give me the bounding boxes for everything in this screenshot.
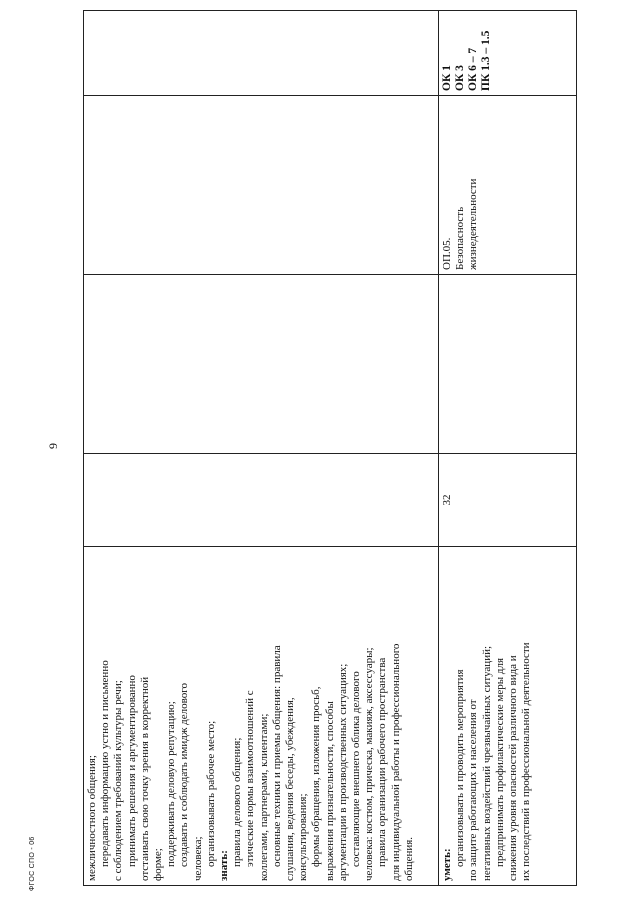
text-line: формы обращения, изложения просьб, <box>310 686 323 867</box>
empty-cell <box>439 275 577 454</box>
discipline-line: жизнедеятельности <box>467 178 480 270</box>
discipline-line: Безопасность <box>454 206 467 270</box>
page-number: 9 <box>46 443 60 449</box>
text-line: аргументации в производственных ситуациях; <box>336 663 349 881</box>
competency-table <box>83 10 577 886</box>
text-line: передавать информацию устно и письменно <box>99 660 112 867</box>
text-line: составляющие внешнего облика делового <box>350 671 363 867</box>
text-line: принимать решения и аргументированно <box>125 675 138 867</box>
text-line: отстаивать свою точку зрения в корректной <box>138 676 151 881</box>
text-line: негативных воздействий чрезвычайных ситуаций; <box>480 645 493 881</box>
codes-cell <box>84 11 439 96</box>
table-row <box>84 11 439 886</box>
text-line: правила делового общения; <box>231 737 244 867</box>
competency-table-wrapper <box>83 30 573 886</box>
requirements-cell <box>439 547 577 886</box>
hours-cell: 32 <box>439 454 577 547</box>
empty-cell <box>84 275 439 454</box>
discipline-line: ОП.05. <box>441 237 453 270</box>
text-line: поддерживать деловую репутацию; <box>165 701 178 867</box>
competency-codes-cell <box>439 11 577 96</box>
requirements-cell <box>84 547 439 886</box>
competency-code: ОК 1 <box>441 65 453 91</box>
text-line: по защите работающих и населения от <box>467 699 480 881</box>
text-line: снижения уровня опасностей различного вида и <box>507 655 520 881</box>
discipline-cell <box>84 96 439 275</box>
text-line: консультирования; <box>297 793 310 881</box>
text-line: общения. <box>402 836 415 881</box>
competency-code: ПК 1.3 – 1.5 <box>480 30 492 91</box>
text-line: слушания, ведения беседы, убеждения, <box>284 697 297 881</box>
text-line: правила организации рабочего пространства <box>376 657 389 867</box>
table-row <box>439 11 577 886</box>
footer-code: ФГОС СПО - 06 <box>29 836 36 891</box>
text-line: организовывать и проводить мероприятия <box>454 669 467 867</box>
text-line: уметь: <box>441 848 453 881</box>
text-line: форме; <box>152 848 165 881</box>
text-line: человека: костюм, прическа, макияж, аксессуары; <box>363 647 376 881</box>
text-line: межличностного общения; <box>86 755 98 881</box>
hours-cell <box>84 454 439 547</box>
text-line: знать: <box>218 850 231 881</box>
text-line: для индивидуальной работы и профессионального <box>389 643 402 881</box>
text-line: предпринимать профилактические меры для <box>493 657 506 867</box>
text-line: основные техники и приемы общения: правила <box>270 645 283 867</box>
text-line: человека; <box>191 836 204 881</box>
text-line: коллегами, партнерами, клиентами; <box>257 713 270 881</box>
text-line: с соблюдением требований культуры речи; <box>112 680 125 881</box>
text-line: создавать и соблюдать имидж делового <box>178 683 191 867</box>
text-line: этические нормы взаимоотношений с <box>244 690 257 867</box>
text-line: организовывать рабочее место; <box>204 720 217 867</box>
discipline-cell <box>439 96 577 275</box>
rotated-page <box>83 30 573 886</box>
competency-code: ОК 3 <box>454 65 466 91</box>
competency-code: ОК 6 – 7 <box>467 47 479 91</box>
text-line: их последствий в профессиональной деятельности <box>520 642 533 881</box>
text-line: выражения признательности, способы <box>323 701 336 881</box>
